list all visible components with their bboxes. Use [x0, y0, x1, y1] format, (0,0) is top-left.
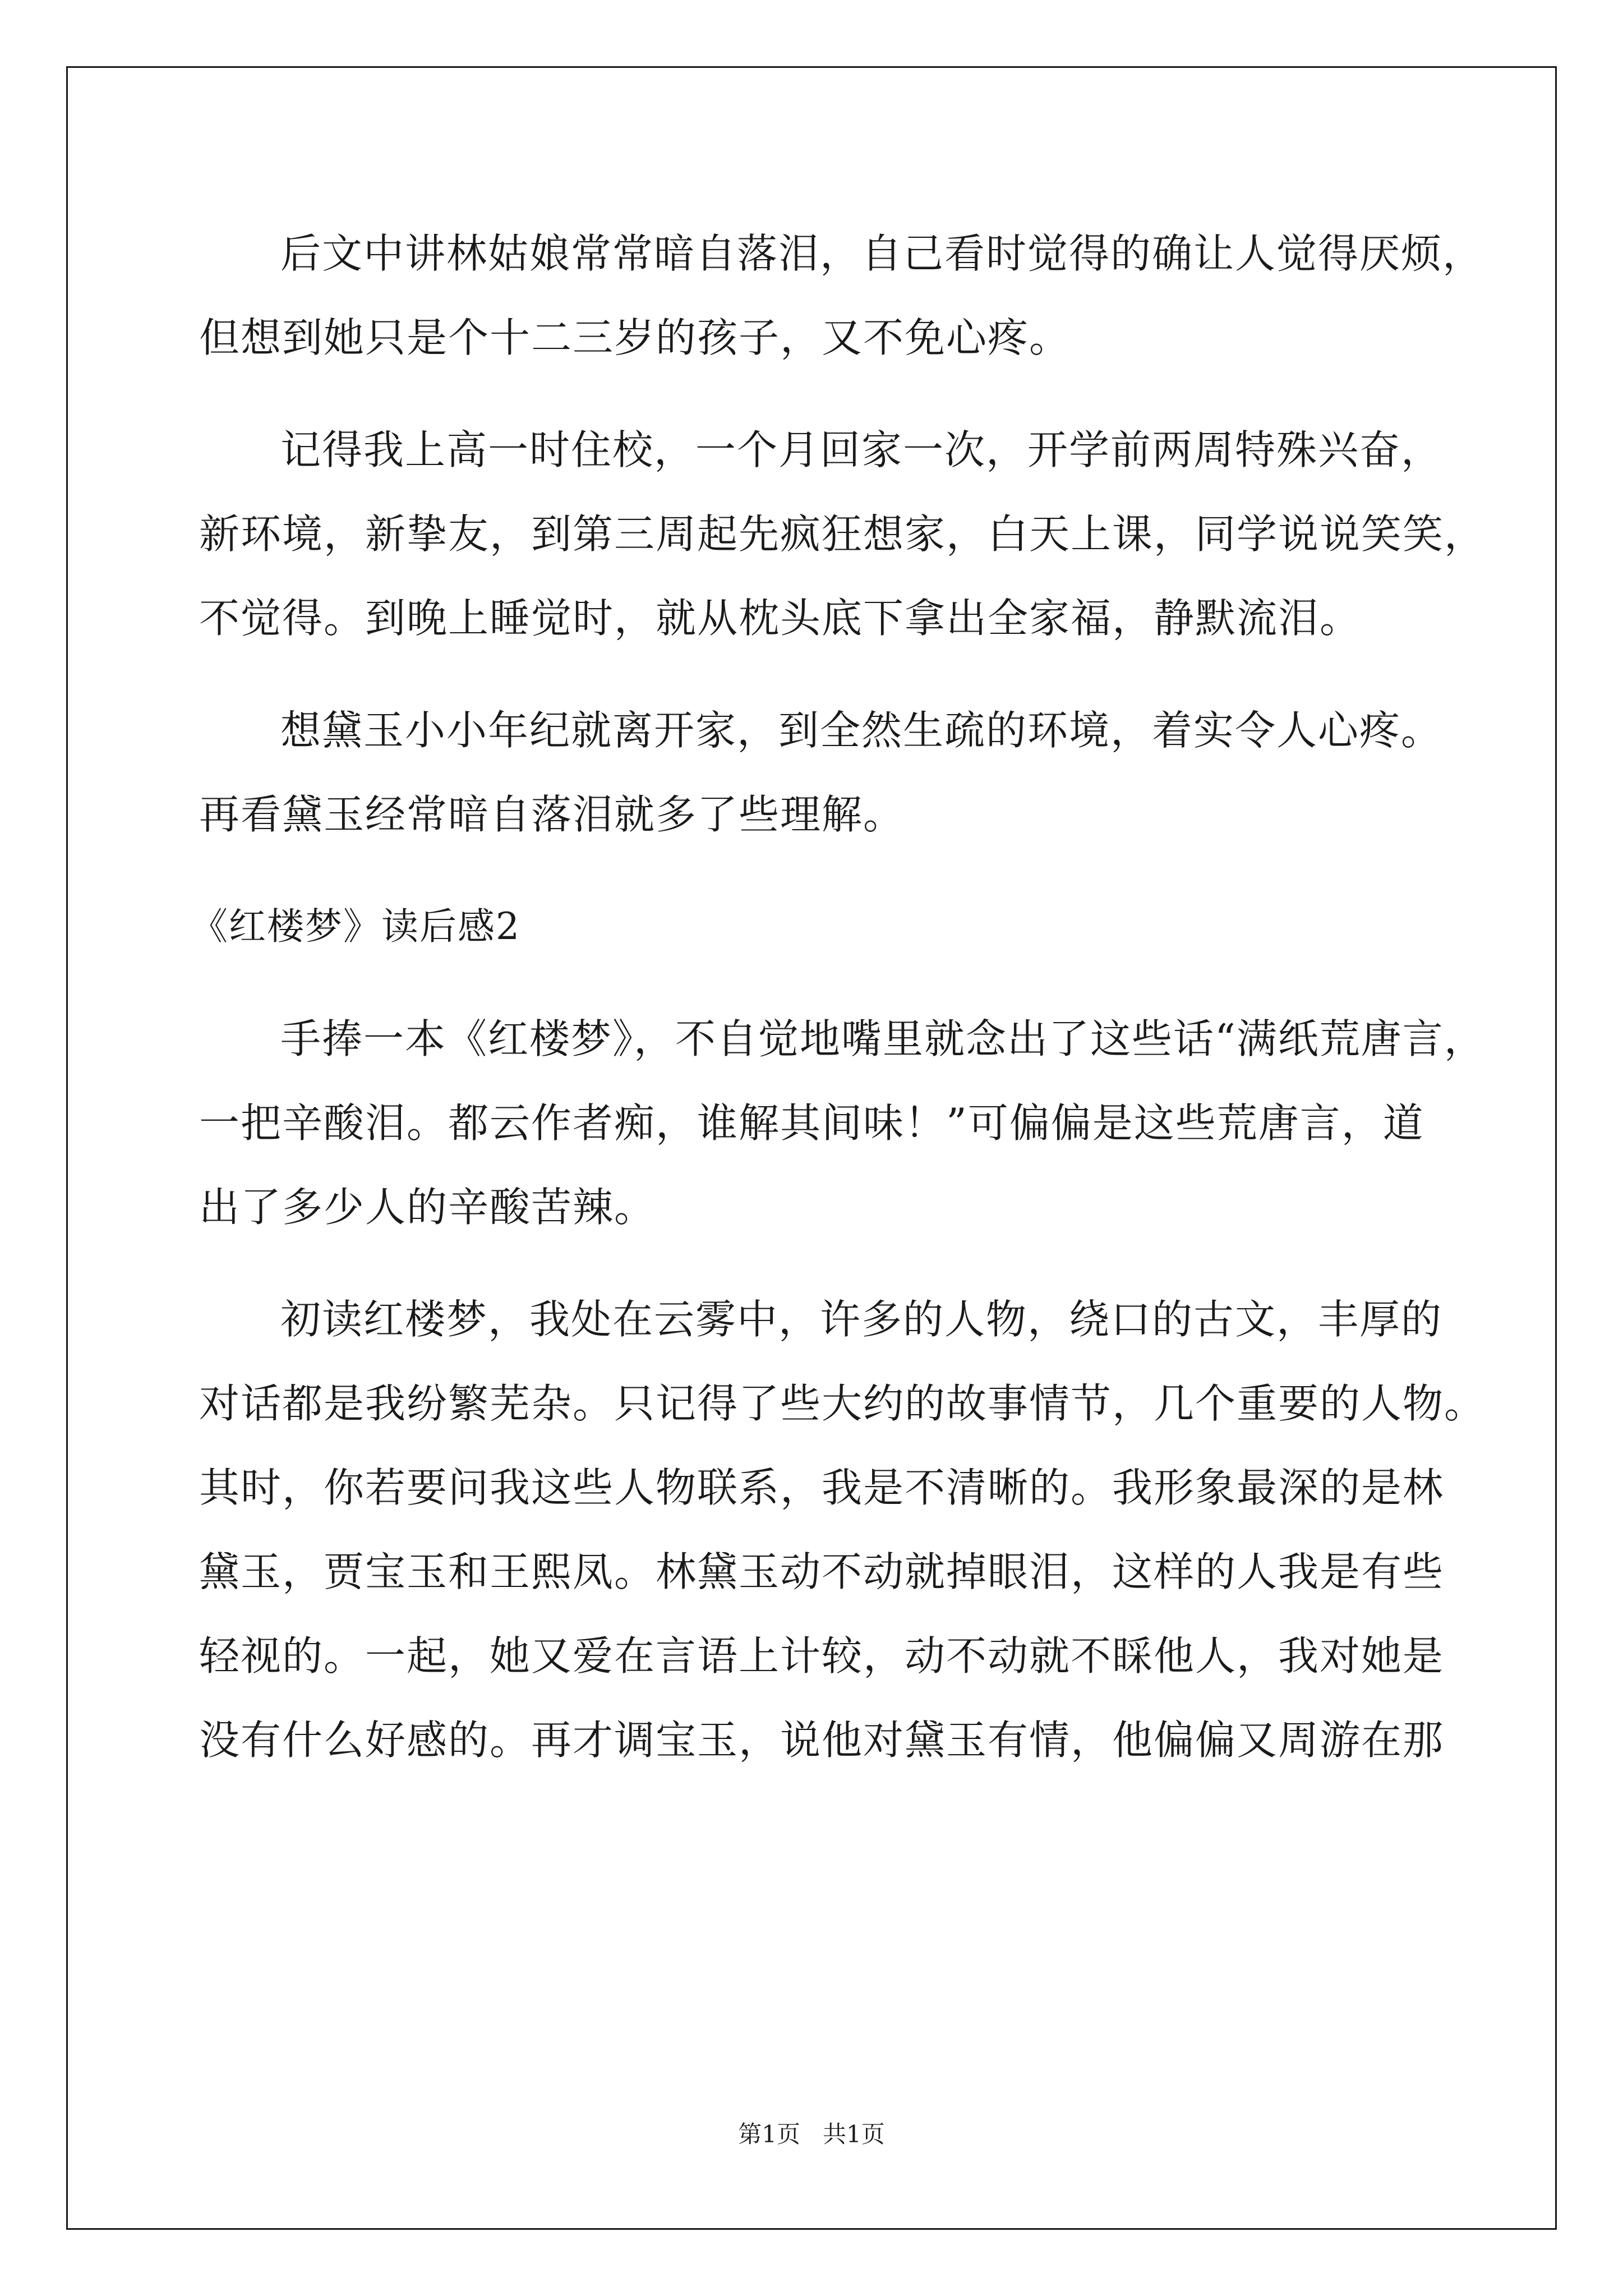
- text-line: 再看黛玉经常暗自落泪就多了些理解。: [199, 791, 905, 838]
- text-line: 后文中讲林姑娘常常暗自落泪，自己看时觉得的确让人觉得厌烦，: [280, 230, 1484, 277]
- text-line: 想黛玉小小年纪就离开家，到全然生疏的环境，着实令人心疼。: [280, 707, 1443, 754]
- text-line: 记得我上高一时住校，一个月回家一次，开学前两周特殊兴奋，: [280, 426, 1443, 473]
- text-line: 出了多少人的辛酸苦辣。: [199, 1184, 656, 1231]
- text-line: 其时，你若要问我这些人物联系，我是不清晰的。我形象最深的是林: [199, 1464, 1445, 1511]
- text-line: 对话都是我纷繁芜杂。只记得了些大约的故事情节，几个重要的人物。: [199, 1380, 1486, 1427]
- text-line: 不觉得。到晚上睡觉时，就从枕头底下拿出全家福，静默流泪。: [199, 595, 1362, 642]
- text-line: 手捧一本《红楼梦》，不自觉地嘴里就念出了这些话“满纸荒唐言，: [280, 1015, 1486, 1062]
- text-line: 没有什么好感的。再才调宝玉，说他对黛玉有情，他偏偏又周游在那: [199, 1717, 1445, 1764]
- page-footer: 第1页 共1页: [738, 2120, 885, 2148]
- text-line: 黛玉，贾宝玉和王熙凤。林黛玉动不动就掉眼泪，这样的人我是有些: [199, 1548, 1445, 1595]
- text-line: 但想到她只是个十二三岁的孩子，又不免心疼。: [199, 314, 1071, 361]
- text-line: 初读红楼梦，我处在云雾中，许多的人物，绕口的古文，丰厚的: [280, 1296, 1443, 1343]
- text-line: 新环境，新挚友，到第三周起先疯狂想家，白天上课，同学说说笑笑，: [199, 510, 1486, 558]
- section-heading: 《红楼梦》读后感2: [191, 905, 520, 948]
- text-line: 一把辛酸泪。都云作者痴，谁解其间味！”可偏偏是这些荒唐言，道: [199, 1099, 1424, 1147]
- text-line: 轻视的。一起，她又爱在言语上计较，动不动就不睬他人，我对她是: [199, 1632, 1445, 1680]
